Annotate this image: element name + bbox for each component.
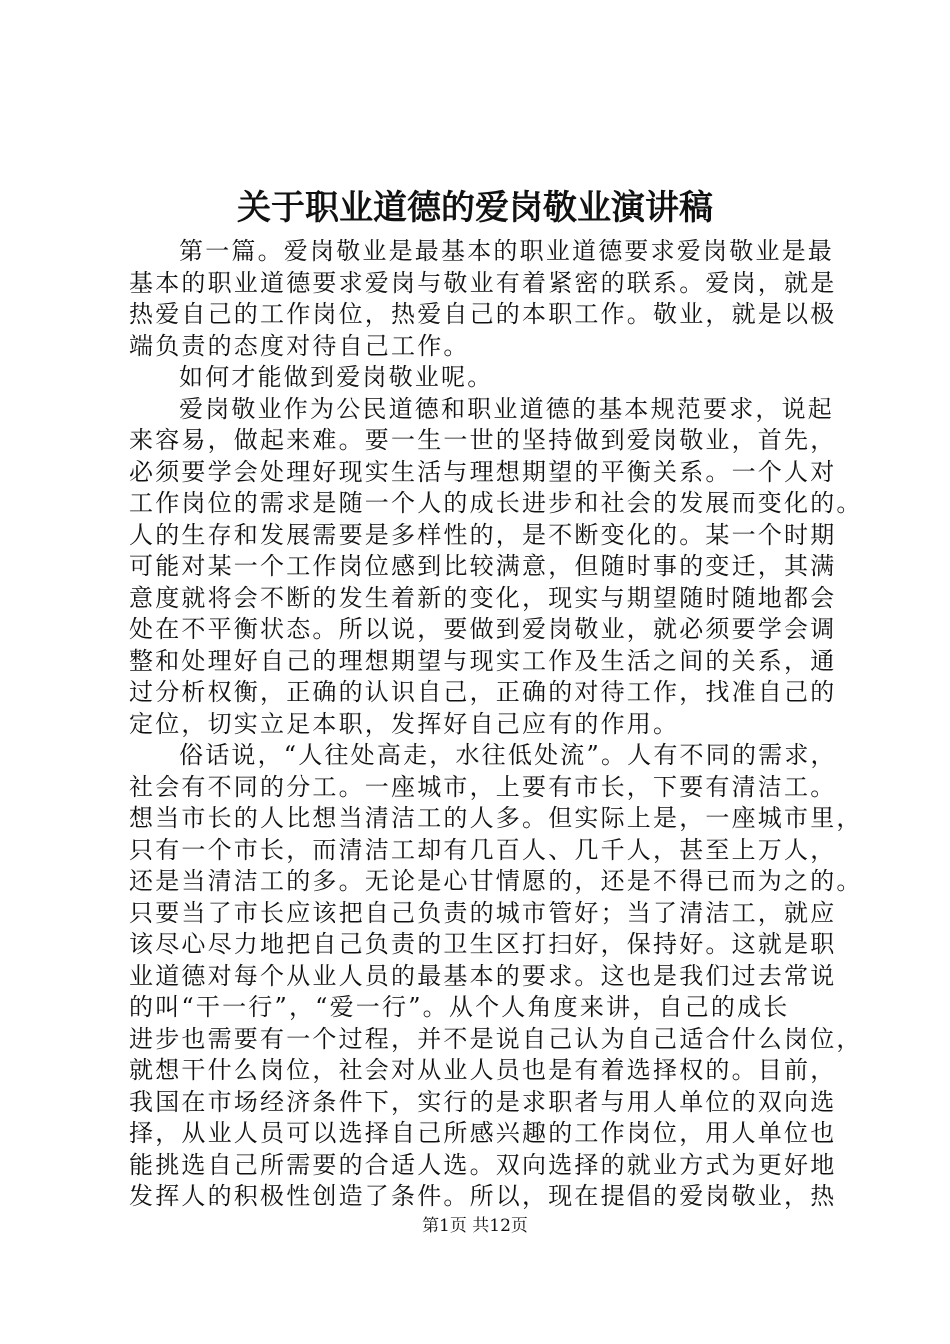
- body-line: 的叫“干一行”，“爱一行”。从个人角度来讲，自己的成长: [129, 993, 790, 1021]
- page-footer: [0, 1214, 950, 1238]
- document-title: 关于职业道德的爱岗敬业演讲稿: [237, 188, 713, 228]
- body-line: 就想干什么岗位，社会对从业人员也是有着选择权的。目前，: [129, 1056, 837, 1084]
- body-line: 可能对某一个工作岗位感到比较满意，但随时事的变迁，其满: [129, 552, 837, 580]
- body-line: 社会有不同的分工。一座城市，上要有市长，下要有清洁工。: [129, 772, 837, 801]
- body-line: 必须要学会处理好现实生活与理想期望的平衡关系。一个人对: [129, 457, 837, 486]
- body-line: 发挥人的积极性创造了条件。所以，现在提倡的爱岗敬业，热: [129, 1182, 837, 1210]
- body-line: 热爱自己的工作岗位，热爱自己的本职工作。敬业，就是以极: [129, 300, 837, 328]
- body-line: 择，从业人员可以选择自己所感兴趣的工作岗位，用人单位也: [129, 1119, 837, 1147]
- body-line: 只有一个市长，而清洁工却有几百人、几千人，甚至上万人，: [129, 835, 837, 864]
- body-line: 第一篇。爱岗敬业是最基本的职业道德要求爱岗敬业是最: [179, 237, 834, 265]
- body-line: 基本的职业道德要求爱岗与敬业有着紧密的联系。爱岗，就是: [129, 268, 837, 297]
- body-line: 来容易，做起来难。要一生一世的坚持做到爱岗敬业，首先，: [129, 426, 837, 454]
- body-line: 想当市长的人比想当清洁工的人多。但实际上是，一座城市里，: [129, 804, 863, 832]
- body-line: 俗话说，“人往处高走，水往低处流”。人有不同的需求，: [179, 741, 837, 769]
- body-line: 过分析权衡，正确的认识自己，正确的对待工作，找准自己的: [129, 678, 837, 706]
- body-line: 处在不平衡状态。所以说，要做到爱岗敬业，就必须要学会调: [129, 615, 837, 643]
- body-line: 定位，切实立足本职，发挥好自己应有的作用。: [129, 709, 680, 738]
- document-body: [129, 236, 863, 1213]
- body-line: 整和处理好自己的理想期望与现实工作及生活之间的关系，通: [129, 646, 837, 675]
- body-line: 端负责的态度对待自己工作。: [129, 331, 470, 360]
- body-line: 还是当清洁工的多。无论是心甘情愿的，还是不得已而为之的。: [129, 867, 863, 895]
- body-line: 爱岗敬业作为公民道德和职业道德的基本规范要求，说起: [179, 394, 834, 423]
- body-line: 业道德对每个从业人员的最基本的要求。这也是我们过去常说: [129, 961, 837, 990]
- body-line: 该尽心尽力地把自己负责的卫生区打扫好，保持好。这就是职: [129, 930, 837, 958]
- body-line: 我国在市场经济条件下，实行的是求职者与用人单位的双向选: [129, 1087, 837, 1116]
- body-line: 工作岗位的需求是随一个人的成长进步和社会的发展而变化的。: [129, 489, 863, 517]
- body-line: 意度就将会不断的发生着新的变化，现实与期望随时随地都会: [129, 583, 837, 612]
- body-line: 只要当了市长应该把自己负责的城市管好；当了清洁工，就应: [129, 898, 837, 927]
- body-line: 能挑选自己所需要的合适人选。双向选择的就业方式为更好地: [129, 1150, 837, 1179]
- page-total: 共12页: [472, 1216, 528, 1236]
- body-line: 人的生存和发展需要是多样性的，是不断变化的。某一个时期: [129, 520, 837, 549]
- body-line: 进步也需要有一个过程，并不是说自己认为自己适合什么岗位，: [129, 1024, 863, 1053]
- page-number: 第1页: [422, 1216, 467, 1236]
- body-line: 如何才能做到爱岗敬业呢。: [179, 363, 494, 391]
